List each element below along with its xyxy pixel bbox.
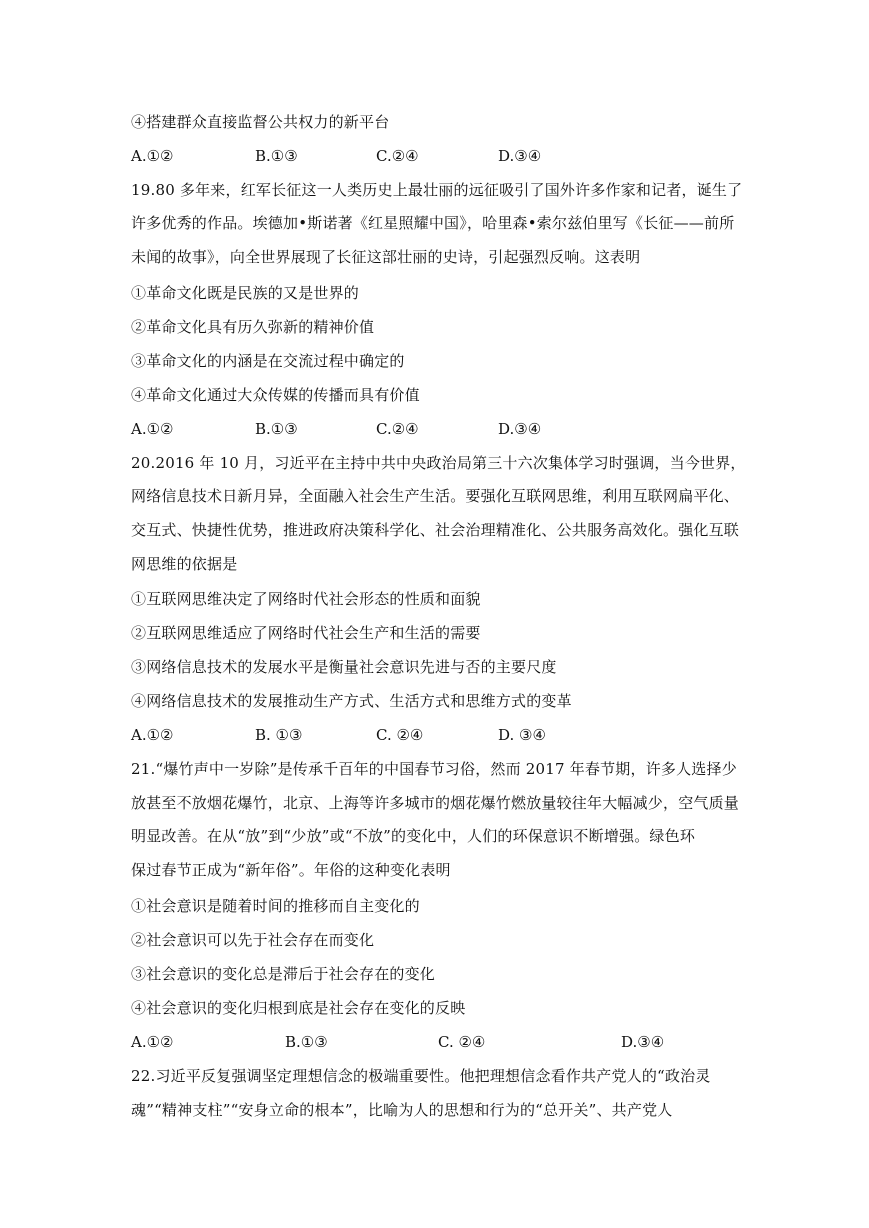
q21-option-a: A.①② <box>131 1033 174 1051</box>
q21-option-c: C. ②④ <box>438 1033 486 1051</box>
q21-option-b: B.①③ <box>285 1033 328 1051</box>
q19-stem-line-3: 未闻的故事》，向全世界展现了长征这部壮丽的史诗，引起强烈反响。这表明 <box>131 248 641 266</box>
q19-options <box>131 419 731 439</box>
q19-option-c: C.②④ <box>376 420 419 438</box>
q20-stem-line-2: 网络信息技术日新月异，全面融入社会生产生活。要强化互联网思维，利用互联网扁平化、 <box>131 487 740 505</box>
q21-item-4: ④社会意识的变化归根到底是社会存在变化的反映 <box>131 999 466 1017</box>
q19-item-2: ②革命文化具有历久弥新的精神价值 <box>131 318 375 336</box>
q21-item-1: ①社会意识是随着时间的推移而自主变化的 <box>131 897 420 915</box>
q21-stem-line-4: 保过春节正成为“新年俗”。年俗的这种变化表明 <box>131 861 451 879</box>
q18-option-a: A.①② <box>131 147 174 165</box>
q19-stem-line-2: 许多优秀的作品。埃德加•斯诺著《红星照耀中国》，哈里森•索尔兹伯里写《长征——前所 <box>131 214 735 232</box>
q20-option-a: A.①② <box>131 726 174 744</box>
q20-options <box>131 725 731 745</box>
q18-option-c: C.②④ <box>376 147 419 165</box>
q22-stem-line-1: 22.习近平反复强调坚定理想信念的极端重要性。他把理想信念看作共产党人的“政治灵 <box>131 1067 711 1085</box>
q19-stem-line-1: 19.80 多年来，红军长征这一人类历史上最壮丽的远征吸引了国外许多作家和记者，诞生了 <box>131 181 743 199</box>
q20-option-d: D. ③④ <box>498 726 546 744</box>
q20-option-c: C. ②④ <box>376 726 424 744</box>
q20-stem-line-3: 交互式、快捷性优势，推进政府决策科学化、社会治理精准化、公共服务高效化。强化互联 <box>131 521 740 539</box>
q18-option-b: B.①③ <box>255 147 298 165</box>
q21-options <box>131 1032 751 1052</box>
q21-stem-line-3: 明显改善。在从“放”到“少放”或“不放”的变化中，人们的环保意识不断增强。绿色环 <box>131 827 696 845</box>
q19-option-a: A.①② <box>131 420 174 438</box>
q19-item-3: ③革命文化的内涵是在交流过程中确定的 <box>131 352 405 370</box>
q19-option-d: D.③④ <box>498 420 542 438</box>
q18-item-4: ④搭建群众直接监督公共权力的新平台 <box>131 113 390 131</box>
q21-option-d: D.③④ <box>621 1033 665 1051</box>
q19-item-4: ④革命文化通过大众传媒的传播而具有价值 <box>131 386 420 404</box>
q21-item-2: ②社会意识可以先于社会存在而变化 <box>131 931 375 949</box>
q20-stem-line-4: 网思维的依据是 <box>131 555 238 573</box>
q18-options <box>131 146 731 166</box>
q20-item-3: ③网络信息技术的发展水平是衡量社会意识先进与否的主要尺度 <box>131 658 557 676</box>
q19-option-b: B.①③ <box>255 420 298 438</box>
q20-stem-line-1: 20.2016 年 10 月，习近平在主持中共中央政治局第三十六次集体学习时强调，当今世界， <box>131 454 746 472</box>
q20-option-b: B. ①③ <box>255 726 303 744</box>
q21-item-3: ③社会意识的变化总是滞后于社会存在的变化 <box>131 965 436 983</box>
q20-item-2: ②互联网思维适应了网络时代社会生产和生活的需要 <box>131 624 481 642</box>
q21-stem-line-2: 放甚至不放烟花爆竹，北京、上海等许多城市的烟花爆竹燃放量较往年大幅减少，空气质量 <box>131 794 740 812</box>
q18-option-d: D.③④ <box>498 147 542 165</box>
q20-item-4: ④网络信息技术的发展推动生产方式、生活方式和思维方式的变革 <box>131 692 572 710</box>
q20-item-1: ①互联网思维决定了网络时代社会形态的性质和面貌 <box>131 590 481 608</box>
q22-stem-line-2: 魂”“精神支柱”“安身立命的根本”，比喻为人的思想和行为的“总开关”、共产党人 <box>131 1101 673 1119</box>
q19-item-1: ①革命文化既是民族的又是世界的 <box>131 284 360 302</box>
q21-stem-line-1: 21.“爆竹声中一岁除”是传承千百年的中国春节习俗，然而 2017 年春节期，许多人选择少 <box>131 760 737 778</box>
